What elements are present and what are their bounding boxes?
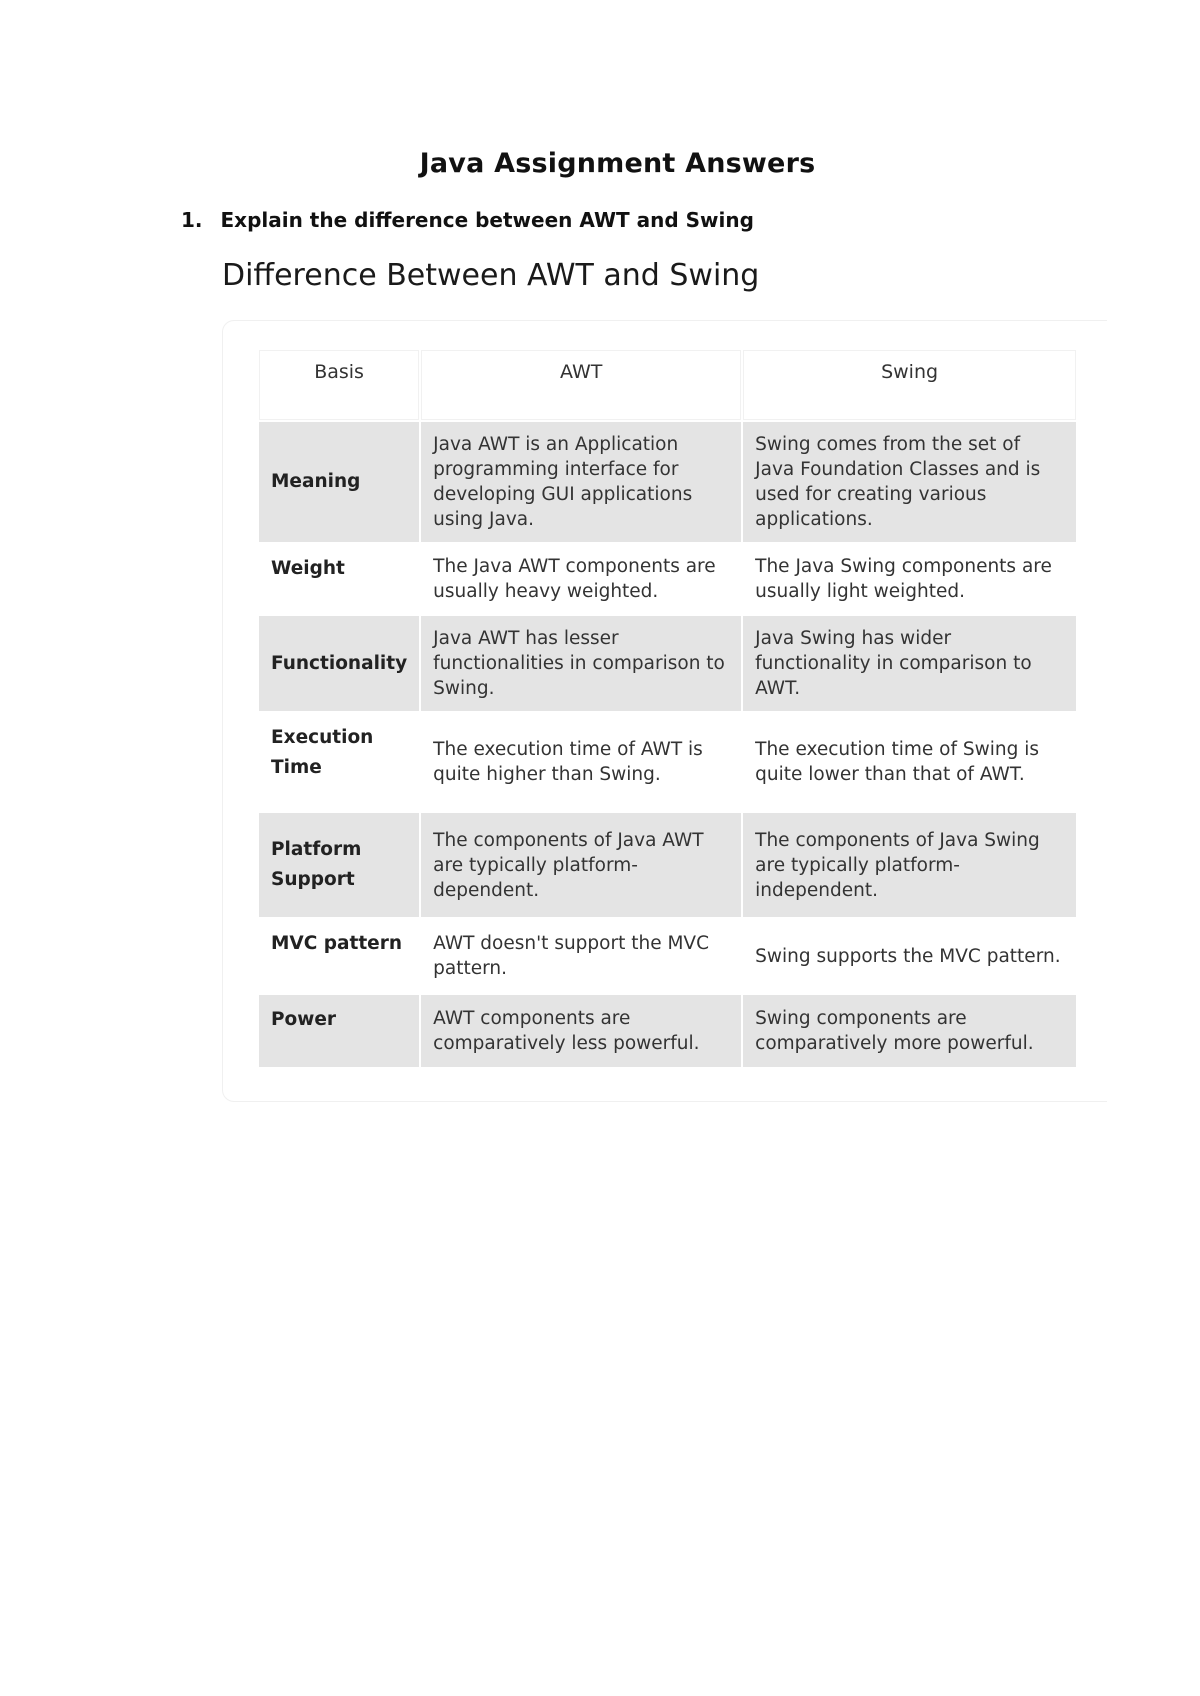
header-awt: AWT	[421, 350, 741, 420]
row-awt: The Java AWT components are usually heavy weighted.	[421, 544, 741, 614]
figure-heading: Difference Between AWT and Swing	[222, 258, 760, 293]
table-row	[259, 616, 1076, 711]
row-swing: Swing supports the MVC pattern.	[743, 919, 1076, 993]
row-awt: Java AWT has lesser functionalities in comparison to Swing.	[421, 616, 741, 711]
table-header-row	[259, 350, 1076, 420]
row-swing: Swing components are comparatively more powerful.	[743, 995, 1076, 1067]
header-basis: Basis	[259, 350, 419, 420]
row-awt: The components of Java AWT are typically platform-dependent.	[421, 813, 741, 917]
table-row	[259, 813, 1076, 917]
header-swing: Swing	[743, 350, 1076, 420]
row-swing: Swing comes from the set of Java Foundation Classes and is used for creating various applications.	[743, 422, 1076, 542]
row-basis: Weight	[259, 544, 419, 614]
document-title: Java Assignment Answers	[419, 148, 816, 179]
row-swing: The execution time of Swing is quite lower than that of AWT.	[743, 713, 1076, 811]
table-row	[259, 919, 1076, 993]
row-basis: Platform Support	[259, 813, 419, 917]
row-swing: The Java Swing components are usually light weighted.	[743, 544, 1076, 614]
table-row	[259, 713, 1076, 811]
question-text: Explain the difference between AWT and Swing	[220, 208, 754, 232]
question-1	[181, 208, 754, 232]
row-basis: Meaning	[259, 422, 419, 542]
table-row	[259, 995, 1076, 1067]
row-awt: AWT components are comparatively less powerful.	[421, 995, 741, 1067]
row-basis: MVC pattern	[259, 919, 419, 993]
row-basis: Power	[259, 995, 419, 1067]
table-row	[259, 544, 1076, 614]
row-swing: Java Swing has wider functionality in comparison to AWT.	[743, 616, 1076, 711]
table-row	[259, 422, 1076, 542]
row-basis: Functionality	[259, 616, 419, 711]
row-awt: Java AWT is an Application programming interface for developing GUI applications using Java.	[421, 422, 741, 542]
comparison-table	[257, 348, 1078, 1069]
row-awt: The execution time of AWT is quite higher than Swing.	[421, 713, 741, 811]
row-awt: AWT doesn't support the MVC pattern.	[421, 919, 741, 993]
row-basis: Execution Time	[259, 713, 419, 811]
question-number: 1.	[181, 208, 203, 232]
row-swing: The components of Java Swing are typically platform-independent.	[743, 813, 1076, 917]
